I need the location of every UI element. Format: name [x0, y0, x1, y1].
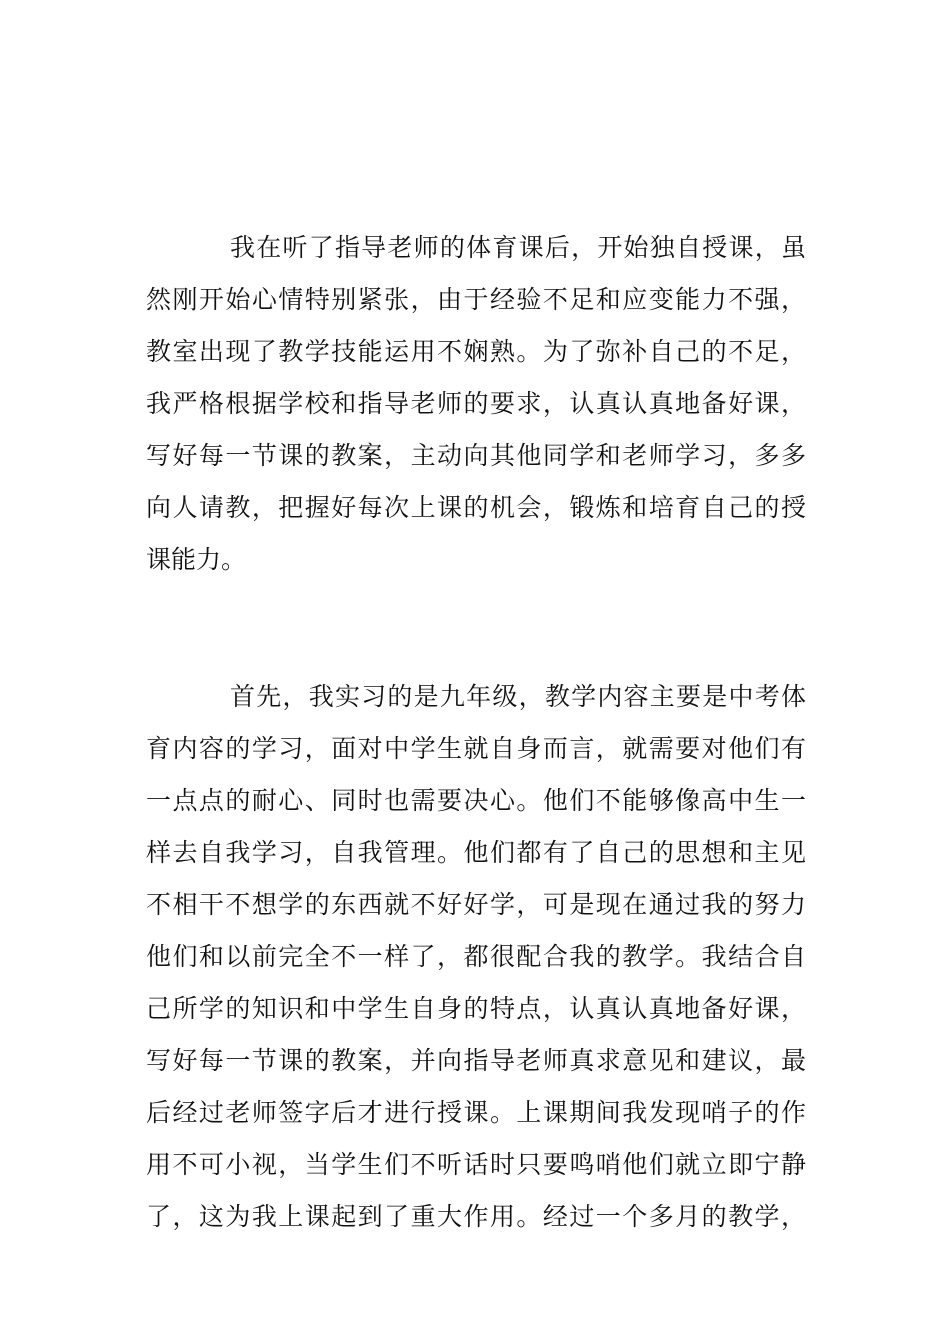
- paragraph-line: 课能力。: [146, 545, 247, 574]
- paragraph-line: 不相干不想学的东西就不好好学，可是现在通过我的努力: [146, 890, 806, 919]
- paragraph-line: 我在听了指导老师的体育课后，开始独自授课，虽: [230, 233, 806, 262]
- paragraph-line: 育内容的学习，面对中学生就自身而言，就需要对他们有: [146, 734, 806, 763]
- paragraph-line: 用不可小视，当学生们不听话时只要鸣哨他们就立即宁静: [146, 1150, 806, 1179]
- paragraph-line: 然刚开始心情特别紧张，由于经验不足和应变能力不强，: [146, 285, 806, 314]
- paragraph-line: 样去自我学习，自我管理。他们都有了自己的思想和主见: [146, 838, 806, 867]
- paragraph-line: 写好每一节课的教案，主动向其他同学和老师学习，多多: [146, 441, 806, 470]
- paragraph-line: 了，这为我上课起到了重大作用。经过一个多月的教学，: [146, 1202, 806, 1231]
- paragraph-line: 向人请教，把握好每次上课的机会，锻炼和培育自己的授: [146, 493, 806, 522]
- paragraph-line: 后经过老师签字后才进行授课。上课期间我发现哨子的作: [146, 1098, 806, 1127]
- paragraph-line: 己所学的知识和中学生自身的特点，认真认真地备好课，: [146, 994, 806, 1023]
- paragraph-line: 教室出现了教学技能运用不娴熟。为了弥补自己的不足，: [146, 337, 806, 366]
- paragraph-line: 他们和以前完全不一样了，都很配合我的教学。我结合自: [146, 942, 806, 971]
- paragraph-line: 首先，我实习的是九年级，教学内容主要是中考体: [230, 682, 806, 711]
- paragraph-line: 写好每一节课的教案，并向指导老师真求意见和建议，最: [146, 1046, 806, 1075]
- paragraph-line: 我严格根据学校和指导老师的要求，认真认真地备好课，: [146, 389, 806, 418]
- paragraph-line: 一点点的耐心、同时也需要决心。他们不能够像高中生一: [146, 786, 806, 815]
